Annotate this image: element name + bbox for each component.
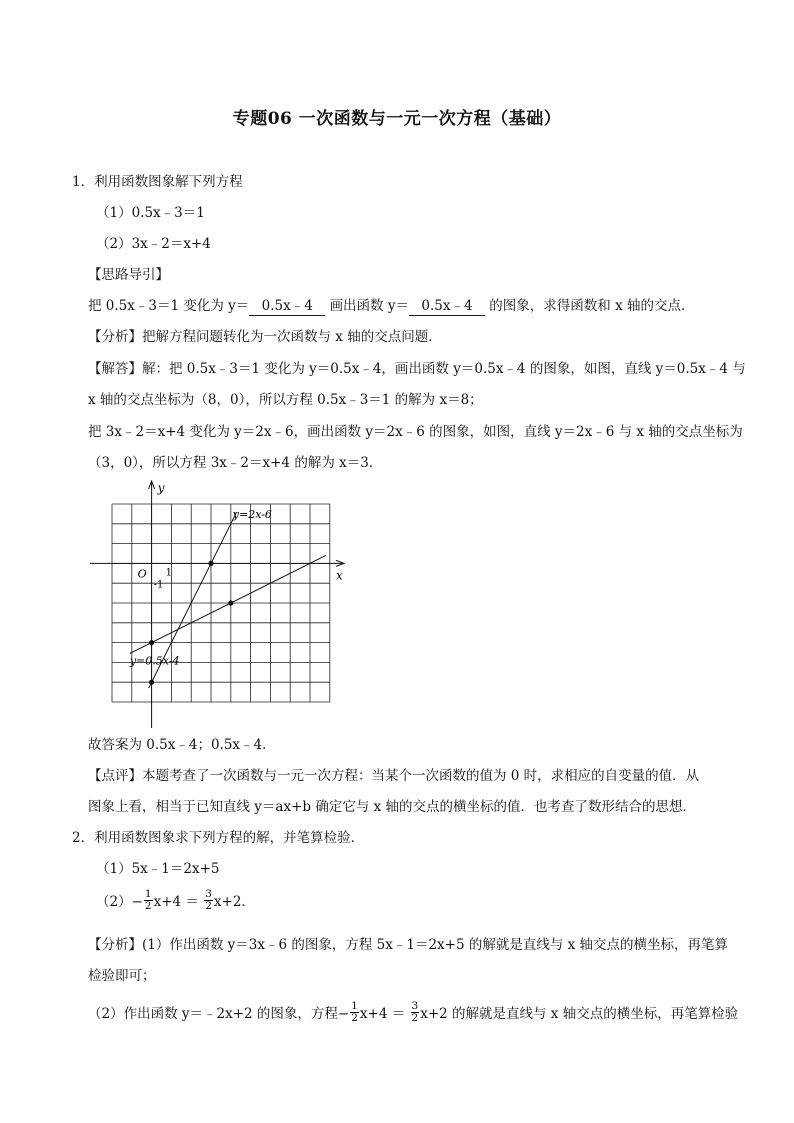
analysis-2-mid: x+4 ＝ <box>359 1006 410 1022</box>
part-2-suffix: x+2． <box>213 894 255 910</box>
part-2-prefix: （2）− <box>96 894 143 910</box>
graph-point <box>149 680 154 685</box>
guide-prefix: 把 0.5x﹣3＝1 变化为 y＝ <box>88 298 250 314</box>
graph-svg <box>90 480 350 728</box>
guide-mid: 画出函数 y＝ <box>329 298 409 314</box>
page-title: 专题06 一次函数与一元一次方程（基础） <box>232 109 562 129</box>
fraction-denominator: 2 <box>144 900 152 912</box>
guide-text <box>88 296 694 316</box>
answer-line-1: 【解答】解：把 0.5x﹣3＝1 变化为 y＝0.5x﹣4，画出函数 y＝0.5x﹣4 的图象，如图，直线 y＝0.5x﹣4 与 <box>88 361 746 377</box>
origin-label: O <box>137 567 147 581</box>
line-2-label: y=0.5x-4 <box>129 654 180 668</box>
fraction-three-halves <box>204 889 213 912</box>
answer-line-2: x 轴的交点坐标为（8，0），所以方程 0.5x﹣3＝1 的解为 x＝8； <box>88 392 483 408</box>
graph-point <box>149 640 154 645</box>
final-answer: 故答案为 0.5x﹣4；0.5x﹣4． <box>88 737 276 753</box>
y-axis-label: y <box>157 481 165 495</box>
guide-suffix: 的图象，求得函数和 x 轴的交点． <box>489 298 695 314</box>
fraction-denominator: 2 <box>205 900 212 912</box>
analysis-2-line-1: 【分析】(1）作出函数 y＝3x﹣6 的图象，方程 5x﹣1＝2x+5 的解就是直线与 x 轴交点的横坐标，再笔算 <box>88 937 729 953</box>
analysis-2-prefix: （2）作出函数 y＝﹣2x+2 的图象，方程− <box>88 1006 350 1022</box>
part-2-mid: x+4 ＝ <box>153 894 204 910</box>
x-tick-label: 1 <box>165 567 172 579</box>
axes <box>90 481 344 728</box>
fraction-numerator: 1 <box>144 888 152 900</box>
fraction-numerator: 1 <box>351 1000 358 1012</box>
line-1-label: y=2x-6 <box>232 507 272 521</box>
question-2-part-2 <box>96 888 255 914</box>
question-2-stem: 2．利用函数图象求下列方程的解，并笔算检验． <box>72 830 365 846</box>
fraction-three-halves <box>411 1001 420 1024</box>
question-1-stem: 1．利用函数图象解下列方程 <box>72 174 243 190</box>
question-1-part-2: （2）3x﹣2＝x+4 <box>96 236 211 252</box>
function-graph <box>90 480 350 728</box>
graph-point <box>208 561 213 566</box>
fraction-denominator: 2 <box>351 1012 358 1024</box>
analysis-2-line-3 <box>88 1000 739 1026</box>
analysis-text: 【分析】把解方程问题转化为一次函数与 x 轴的交点问题． <box>88 329 442 345</box>
analysis-2-line-2: 检验即可； <box>88 968 156 984</box>
analysis-2-suffix: x+2 的解就是直线与 x 轴交点的横坐标，再笔算检验 <box>420 1006 739 1022</box>
fraction-one-half <box>144 889 153 912</box>
comment-line-1: 【点评】本题考查了一次函数与一元一次方程：当某个一次函数的值为 0 时，求相应的自变量的值．从 <box>88 768 700 784</box>
question-1-part-1: （1）0.5x﹣3＝1 <box>96 205 205 221</box>
y-tick-label: -1 <box>153 579 164 591</box>
answer-blank-2: 0.5x﹣4 <box>409 298 485 316</box>
answer-blank-1: 0.5x﹣4 <box>249 298 325 316</box>
fraction-numerator: 3 <box>411 1000 419 1012</box>
fraction-one-half <box>350 1001 359 1024</box>
guide-label: 【思路导引】 <box>88 267 169 283</box>
graph-point <box>228 600 233 605</box>
fraction-denominator: 2 <box>411 1012 419 1024</box>
answer-line-4: （3，0），所以方程 3x﹣2＝x+4 的解为 x＝3． <box>88 455 383 471</box>
fraction-numerator: 3 <box>205 888 212 900</box>
comment-line-2: 图象上看，相当于已知直线 y＝ax+b 确定它与 x 轴的交点的横坐标的值．也考查了数形结合的思想． <box>88 799 697 815</box>
x-axis-label: x <box>336 568 343 583</box>
question-2-part-1: （1）5x﹣1＝2x+5 <box>96 861 220 877</box>
grid <box>112 504 330 702</box>
answer-line-3: 把 3x﹣2＝x+4 变化为 y＝2x﹣6，画出函数 y＝2x﹣6 的图象，如图，直线 y＝2x﹣6 与 x 轴的交点坐标为 <box>88 424 743 440</box>
line-y-0.5x-4 <box>130 555 326 653</box>
